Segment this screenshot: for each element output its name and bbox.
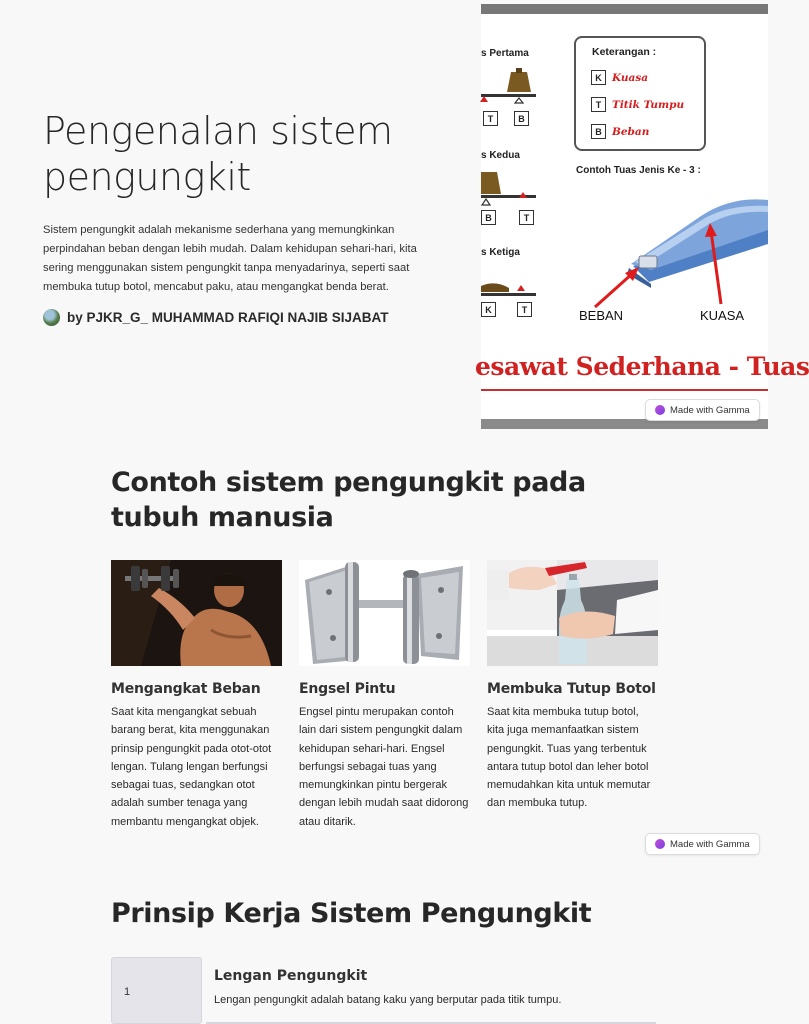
letter-t: T [519, 210, 534, 225]
legend-item [591, 124, 649, 139]
author-byline[interactable] [43, 309, 389, 326]
hinge-image [299, 560, 470, 666]
weight-icon [481, 164, 541, 209]
lever-first-label: s Pertama [481, 48, 529, 59]
card-image-hinge [299, 560, 470, 666]
author-name: by PJKR_G_ MUHAMMAD RAFIQI NAJIB SIJABAT [67, 310, 389, 325]
arrow-icon [591, 219, 741, 314]
example-title: Contoh Tuas Jenis Ke - 3 : [576, 165, 701, 176]
badge-label: Made with Gamma [670, 838, 750, 850]
page-title: Pengenalan sistem pengungkit [43, 109, 393, 199]
section-title: Contoh sistem pengungkit pada tubuh manusia [111, 467, 586, 533]
legend-item [591, 97, 684, 112]
card-image-bottle [487, 560, 658, 666]
lever-second-label: s Kedua [481, 150, 520, 161]
legend-box [574, 36, 706, 151]
card-door-hinge [299, 560, 470, 831]
letter-k: K [481, 302, 496, 317]
kuasa-label: KUASA [700, 308, 745, 323]
legend-text: Kuasa [612, 71, 649, 84]
legend-key: T [591, 97, 606, 112]
legend-item [591, 70, 648, 85]
legend-key: B [591, 124, 606, 139]
letter-t: T [483, 111, 498, 126]
legend-title: Keterangan : [592, 46, 657, 58]
card-body: Saat kita mengangkat sebuah barang berat, kita menggunakan prinsip pengungkit pada otot-otot lengan. Tulang lengan berfungsi sebagai tuas, sedangkan otot adalah sumber tenaga yang membantu mengangkat objek. [111, 706, 272, 828]
gamma-logo-icon [655, 405, 665, 415]
letter-t: T [517, 302, 532, 317]
card-body: Saat kita membuka tutup botol, kita juga memanfaatkan sistem pengungkit. Tuas yang terbentuk antara tutup botol dan leher botol memudahkan kita untuk memutar dan membuka tutup. [487, 706, 651, 810]
made-with-gamma-badge[interactable] [645, 399, 760, 421]
badge-label: Made with Gamma [670, 404, 750, 416]
avatar [43, 309, 60, 326]
card-image-weightlifting [111, 560, 282, 666]
card-bottle-opener [487, 560, 658, 813]
beban-label: BEBAN [579, 308, 624, 323]
bottle-image [487, 560, 658, 666]
card-title: Engsel Pintu [299, 681, 396, 697]
weight-icon [481, 280, 541, 304]
hero-description: Sistem pengungkit adalah mekanisme sederhana yang memungkinkan perpindahan beban dengan lebih mudah. Dalam kehidupan sehari-hari, kita sering menggunakan sistem pengungkit tanpa menyadarinya, seperti saat membuka tutup botol, mencabut paku, atau mengangkat benda berat. [43, 224, 417, 293]
legend-key: K [591, 70, 606, 85]
step-body: Lengan pengungkit adalah batang kaku yang berputar pada titik tumpu. [214, 994, 562, 1006]
legend-text: Titik Tumpu [612, 98, 685, 111]
letter-b: B [481, 210, 496, 225]
card-title: Membuka Tutup Botol [487, 681, 656, 697]
card-body: Engsel pintu merupakan contoh lain dari sistem pengungkit dalam kehidupan sehari-hari. Engsel berfungsi sebagai tuas yang memungkinkan pintu bergerak dengan lebih mudah saat didorong atau ditarik. [299, 706, 469, 828]
card-lifting [111, 560, 282, 831]
lever-types-illustration [475, 4, 809, 429]
made-with-gamma-badge[interactable] [645, 833, 760, 855]
gamma-logo-icon [655, 839, 665, 849]
letter-b: B [514, 111, 529, 126]
step-number: 1 [124, 986, 131, 998]
hero-slide [0, 0, 809, 430]
weightlifter-image [111, 560, 282, 666]
step-title: Lengan Pengungkit [214, 968, 368, 984]
legend-text: Beban [612, 125, 650, 138]
banner-underline [481, 389, 768, 391]
lever-third-label: s Ketiga [481, 247, 520, 258]
step-number-box [111, 957, 202, 1024]
section-title: Prinsip Kerja Sistem Pengungkit [111, 898, 592, 929]
banner-text: esawat Sederhana - Tuas [475, 352, 809, 381]
card-title: Mengangkat Beban [111, 681, 261, 697]
image-top-border [481, 4, 768, 14]
